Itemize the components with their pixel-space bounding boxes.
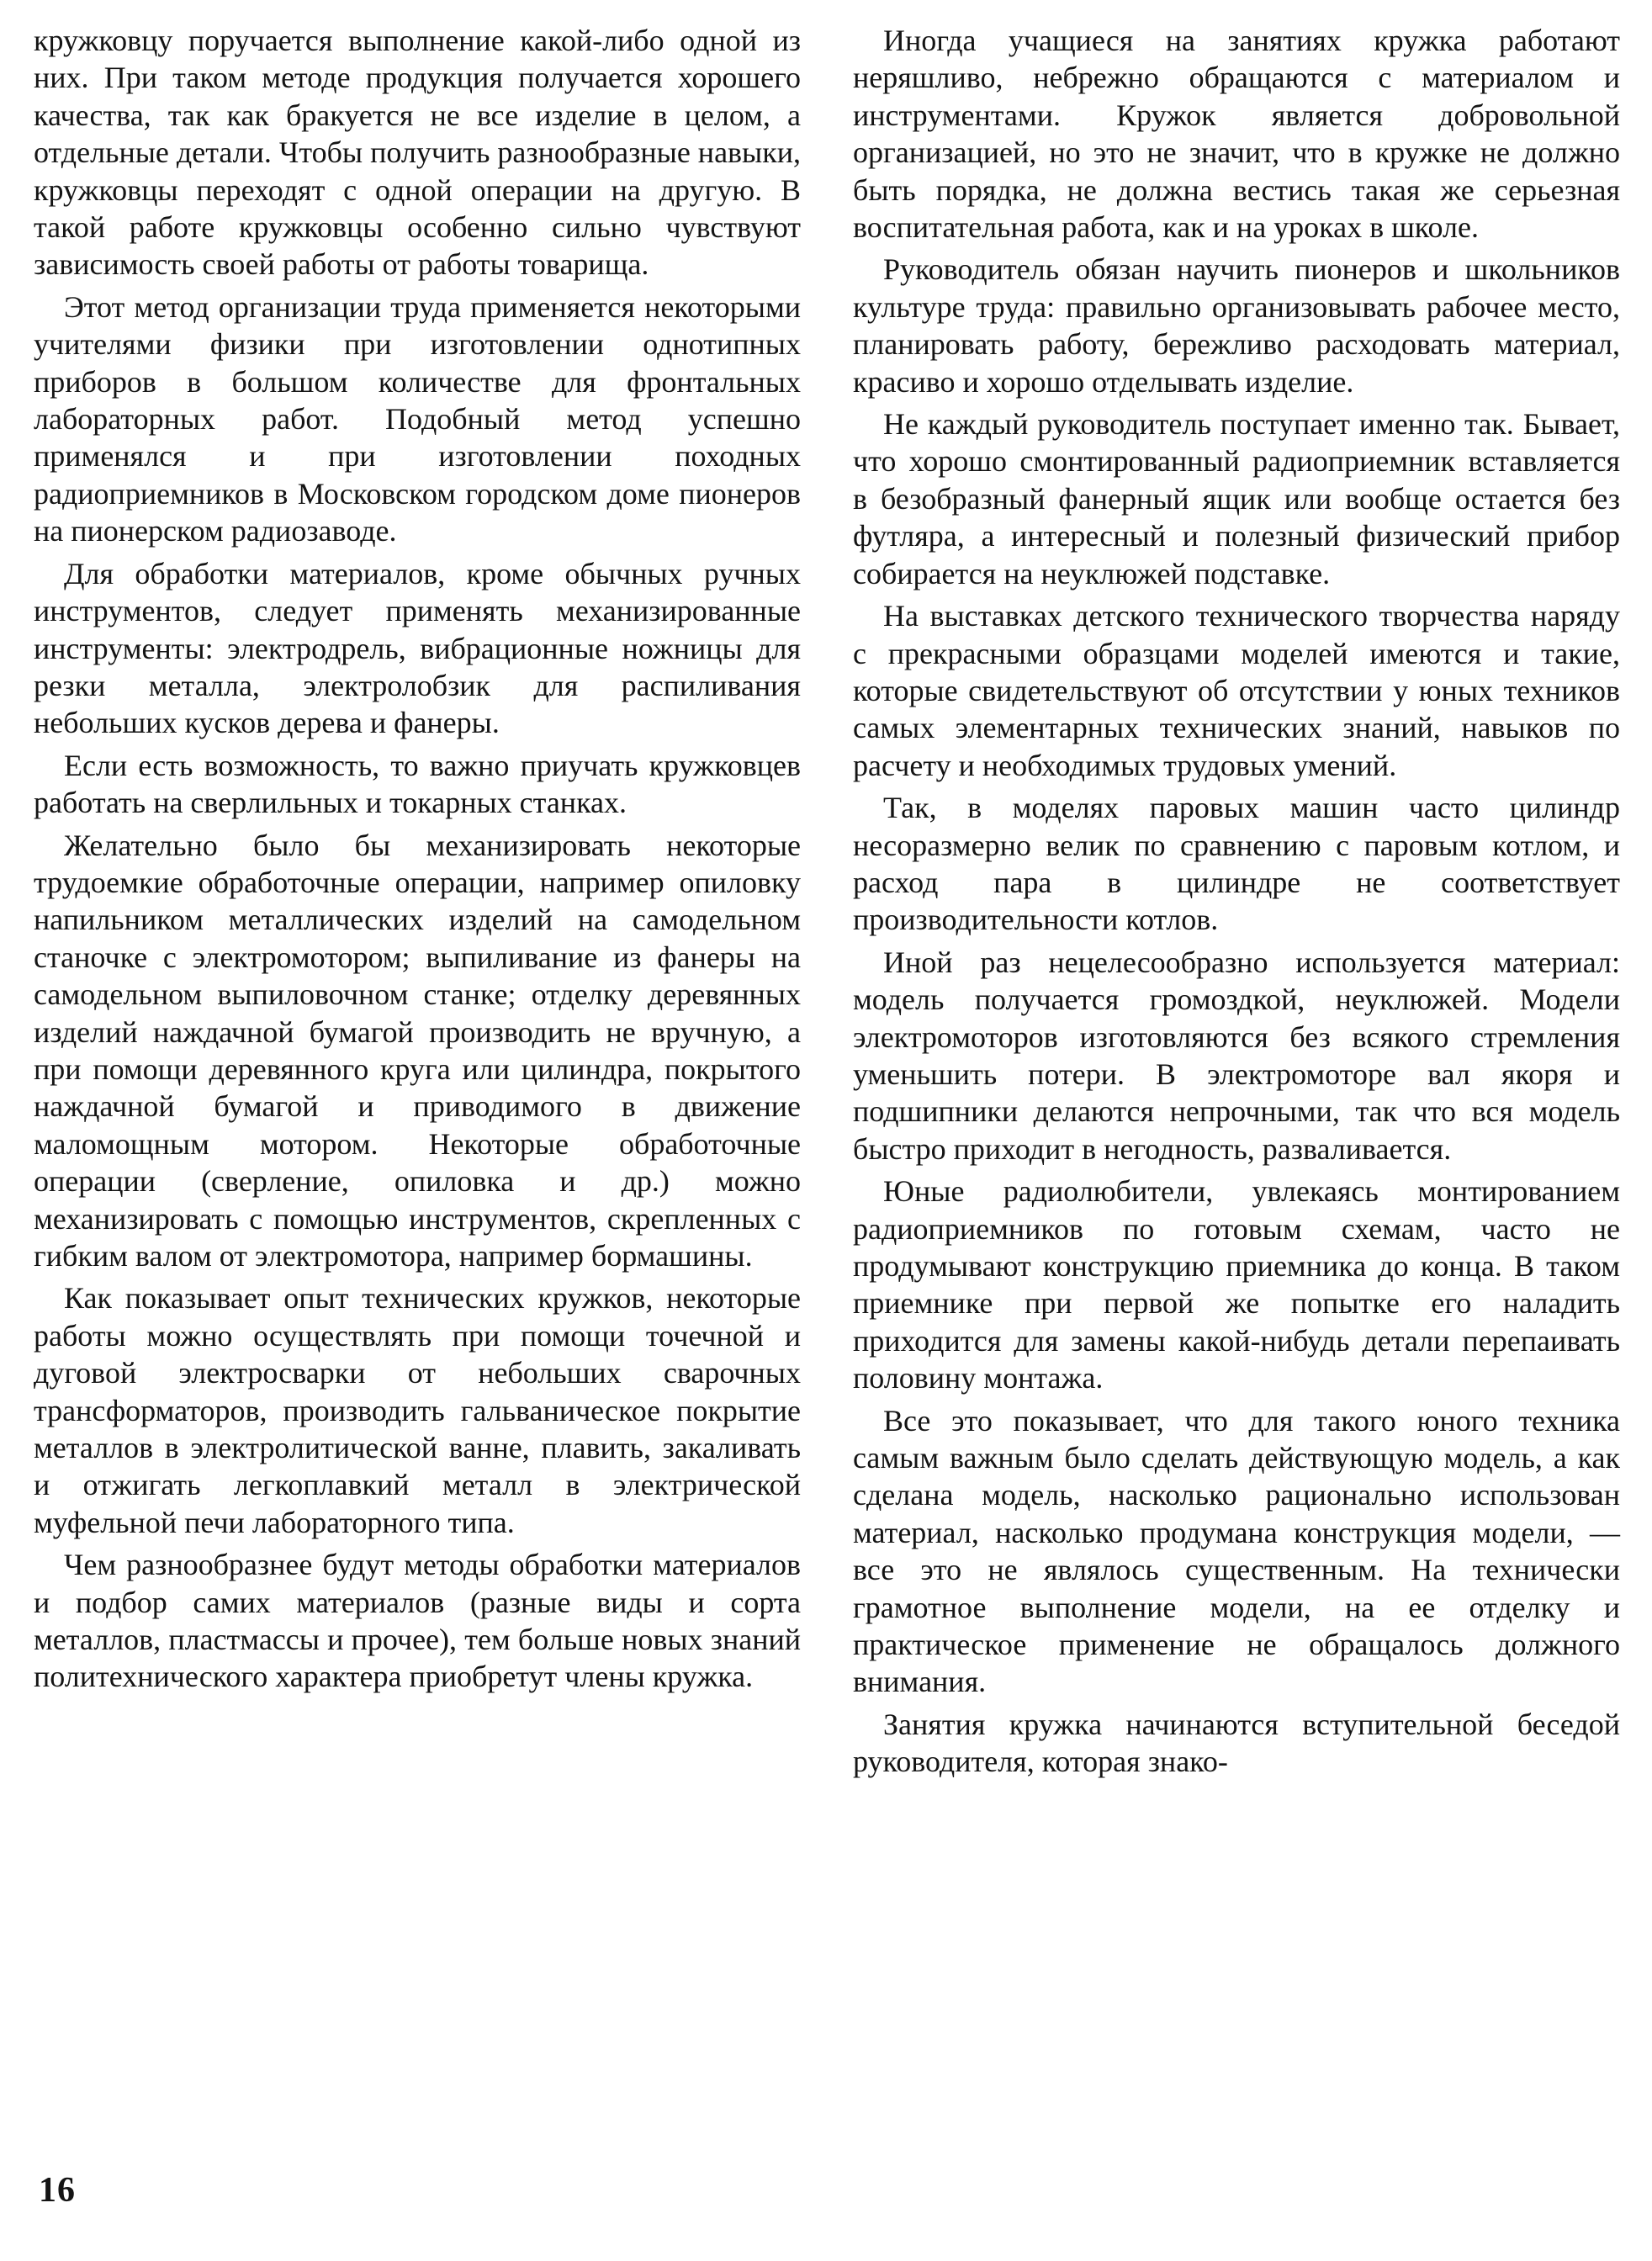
paragraph: Занятия кружка начинаются вступительной беседой руководителя, которая знако- xyxy=(853,1707,1620,1779)
paragraph: Как показывает опыт технических кружков, некоторые работы можно осуществлять при помощи точечной и дуговой электросварки от небольших сварочных трансформаторов, производить гальваническое покрытие металлов в электролитической ванне, плавить, закаливать и отжигать легкоплавкий металл в электрической муфельной печи лабораторного типа. xyxy=(34,1281,801,1539)
paragraph: Желательно было бы механизировать некоторые трудоемкие обработочные операции, например опиловку напильником металлических изделий на самодельном станочке с электромотором; выпиливание из фанеры на самодельном выпиловочном станке; отделку деревянных изделий наждачной бумагой производить не вручную, а при помощи деревянного круга или цилиндра, покрытого наждачной бумагой и приводимого в движение маломощным мотором. Некоторые обработочные операции (сверление, опиловка и др.) можно механизировать с помощью инструментов, скрепленных с гибким валом от электромотора, например бормашины. xyxy=(34,828,801,1273)
paragraph: Руководитель обязан научить пионеров и школьников культуре труда: правильно организовывать рабочее место, планировать работу, бережливо расходовать материал, красиво и хорошо отделывать изделие. xyxy=(853,252,1620,399)
paragraph: Этот метод организации труда применяется некоторыми учителями физики при изготовлении однотипных приборов в большом количестве для фронтальных лабораторных работ. Подобный метод успешно применялся и при изготовлении походных радиоприемников в Московском городском доме пионеров на пионерском радиозаводе. xyxy=(34,289,801,548)
paragraph: Не каждый руководитель поступает именно так. Бывает, что хорошо смонтированный радиоприемник вставляется в безобразный фанерный ящик или вообще остается без футляра, а интересный и полезный физический прибор собирается на неуклюжей подставке. xyxy=(853,407,1620,590)
paragraph: На выставках детского технического творчества наряду с прекрасными образцами моделей имеются и такие, которые свидетельствуют об отсутствии у юных техников самых элементарных технических знаний, навыков по расчету и необходимых трудовых умений. xyxy=(853,599,1620,782)
page-number: 16 xyxy=(39,2171,76,2210)
paragraph: Иной раз нецелесообразно используется материал: модель получается громоздкой, неуклюжей. Модели электромоторов изготовляются без всякого стремления уменьшить потери. В электромоторе вал якоря и подшипники делаются непрочными, так что вся модель быстро приходит в негодность, разваливается. xyxy=(853,945,1620,1166)
paragraph: Все это показывает, что для такого юного техника самым важным было сделать действующую модель, а как сделана модель, насколько рационально использован материал, насколько продумана конструкция модели, — все это не являлось существенным. На технически грамотное выполнение модели, на ее отделку и практическое применение не обращалось должного внимания. xyxy=(853,1403,1620,1699)
paragraph: Чем разнообразнее будут методы обработки материалов и подбор самих материалов (разные виды и сорта металлов, пластмассы и прочее), тем больше новых знаний политехнического характера приобретут члены кружка. xyxy=(34,1548,801,1694)
paragraph: Юные радиолюбители, увлекаясь монтированием радиоприемников по готовым схемам, часто не продумывают конструкцию приемника до конца. В таком приемнике при первой же попытке его наладить приходится для замены какой-нибудь детали перепаивать половину монтажа. xyxy=(853,1174,1620,1395)
paragraph: Иногда учащиеся на занятиях кружка работают неряшливо, небрежно обращаются с материалом и инструментами. Кружок является добровольной организацией, но это не значит, что в кружке не должно быть порядка, не должна вестись такая же серьезная воспитательная работа, как и на уроках в школе. xyxy=(853,24,1620,245)
left-text-column xyxy=(34,22,801,1701)
paragraph: Так, в моделях паровых машин часто цилиндр несоразмерно велик по сравнению с паровым котлом, и расход пара в цилиндре не соответствует производительности котлов. xyxy=(853,791,1620,937)
paragraph: Для обработки материалов, кроме обычных ручных инструментов, следует применять механизированные инструменты: электродрель, вибрационные ножницы для резки металла, электролобзик для распиливания небольших кусков дерева и фанеры. xyxy=(34,556,801,740)
paragraph: Если есть возможность, то важно приучать кружковцев работать на сверлильных и токарных станках. xyxy=(34,748,801,820)
paragraph: кружковцу поручается выполнение какой-либо одной из них. При таком методе продукция получается хорошего качества, так как бракуется не все изделие в целом, а отдельные детали. Чтобы получить разнообразные навыки, кружковцы переходят с одной операции на другую. В такой работе кружковцы особенно сильно чувствуют зависимость своей работы от работы товарища. xyxy=(34,24,801,282)
right-text-column xyxy=(853,22,1620,1786)
